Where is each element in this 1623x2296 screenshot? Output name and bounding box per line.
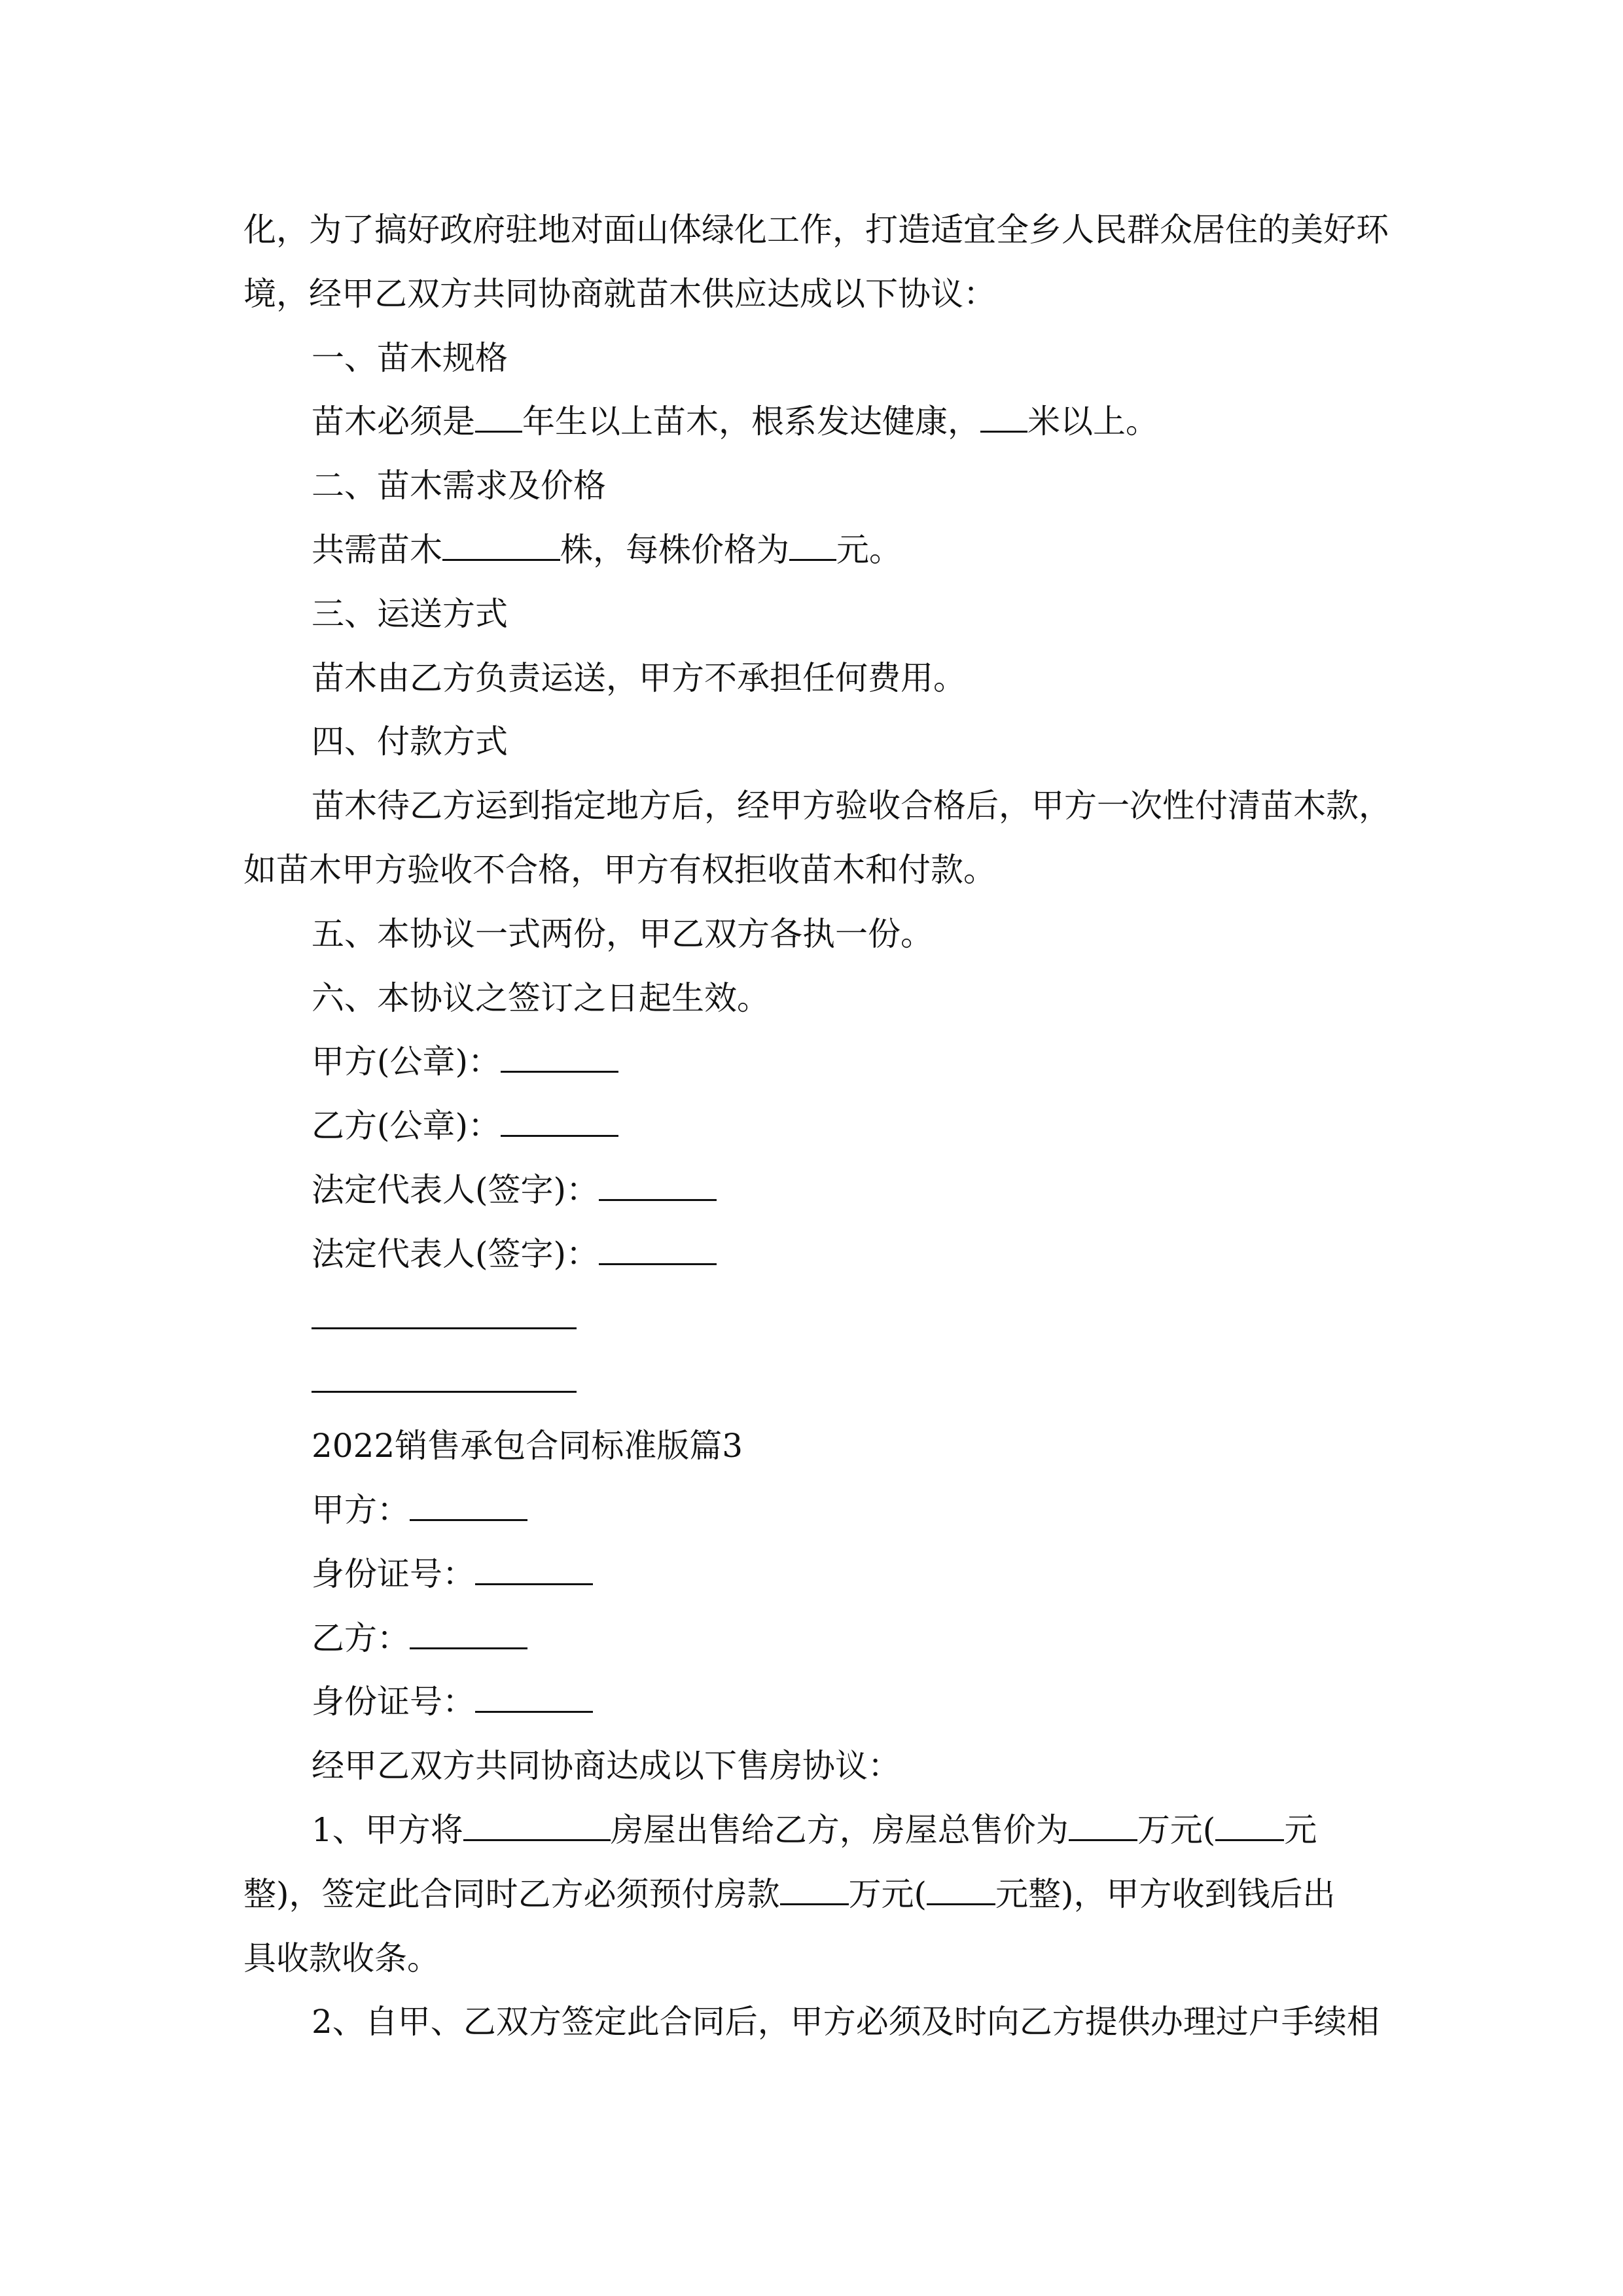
effective-clause: 六、本协议之签订之日起生效。 bbox=[312, 978, 770, 1017]
blank-field[interactable] bbox=[927, 1873, 995, 1905]
blank-field[interactable] bbox=[475, 1681, 593, 1713]
date-line bbox=[243, 1350, 1382, 1414]
party-a-field: 甲方： bbox=[243, 1479, 1382, 1543]
blank-field[interactable] bbox=[980, 401, 1027, 433]
clause-1-cont: 整)，签定此合同时乙方必须预付房款 万元( 元整)，甲方收到钱后出 bbox=[243, 1863, 1382, 1927]
legal-rep-signature: 法定代表人(签字)： bbox=[243, 1158, 1382, 1223]
id-number-field: 身份证号： bbox=[243, 1670, 1382, 1734]
clause-1: 1、甲方将 房屋出售给乙方，房屋总售价为 万元( 元 bbox=[243, 1799, 1382, 1863]
date-line bbox=[243, 1287, 1382, 1351]
blank-field[interactable] bbox=[518, 1361, 577, 1393]
party-b-seal: 乙方(公章)： bbox=[243, 1094, 1382, 1158]
blank-field[interactable] bbox=[442, 529, 560, 561]
blank-field[interactable] bbox=[789, 529, 836, 561]
agreement-intro: 经甲乙双方共同协商达成以下售房协议： bbox=[312, 1747, 901, 1785]
section-title: 2022销售承包合同标准版篇3 bbox=[312, 1427, 743, 1465]
blank-field[interactable] bbox=[410, 1489, 527, 1521]
blank-field[interactable] bbox=[780, 1873, 849, 1905]
blank-field[interactable] bbox=[501, 1041, 618, 1073]
paragraph-line: 境，经甲乙双方共同协商就苗木供应达成以下协议： bbox=[243, 274, 996, 313]
copies-clause: 五、本协议一式两份，甲乙双方各执一份。 bbox=[312, 914, 933, 953]
id-number-field: 身份证号： bbox=[243, 1543, 1382, 1607]
legal-rep-signature: 法定代表人(签字)： bbox=[243, 1223, 1382, 1287]
delivery-clause: 苗木由乙方负责运送，甲方不承担任何费用。 bbox=[312, 658, 966, 697]
party-b-field: 乙方： bbox=[243, 1607, 1382, 1671]
blank-field[interactable] bbox=[463, 1809, 611, 1841]
payment-clause: 苗木待乙方运到指定地方后，经甲方验收合格后，甲方一次性付清苗木款， bbox=[312, 787, 1391, 825]
blank-field[interactable] bbox=[410, 1617, 527, 1649]
document-body bbox=[243, 198, 1391, 2054]
blank-field[interactable] bbox=[459, 1361, 518, 1393]
blank-field[interactable] bbox=[475, 1553, 593, 1585]
clause-2: 2、自甲、乙双方签定此合同后，甲方必须及时向乙方提供办理过户手续相 bbox=[312, 2003, 1380, 2041]
section-heading-price: 二、苗木需求及价格 bbox=[312, 467, 606, 505]
section-heading-delivery: 三、运送方式 bbox=[312, 594, 508, 633]
price-clause: 共需苗木 株，每株价格为 元。 bbox=[243, 518, 1382, 583]
paragraph-line: 化，为了搞好政府驻地对面山体绿化工作，打造适宜全乡人民群众居住的美好环 bbox=[243, 211, 1389, 249]
blank-field[interactable] bbox=[312, 1361, 459, 1393]
blank-field[interactable] bbox=[459, 1297, 518, 1329]
blank-field[interactable] bbox=[599, 1169, 717, 1201]
blank-field[interactable] bbox=[599, 1233, 717, 1265]
blank-field[interactable] bbox=[1215, 1809, 1284, 1841]
payment-clause-cont: 如苗木甲方验收不合格，甲方有权拒收苗木和付款。 bbox=[243, 850, 996, 889]
spec-clause: 苗木必须是 年生以上苗木，根系发达健康， 米以上。 bbox=[243, 390, 1382, 454]
section-heading-spec: 一、苗木规格 bbox=[312, 338, 508, 377]
blank-field[interactable] bbox=[312, 1297, 459, 1329]
blank-field[interactable] bbox=[501, 1105, 618, 1137]
clause-1-cont: 具收款收条。 bbox=[243, 1939, 440, 1977]
section-heading-payment: 四、付款方式 bbox=[312, 723, 508, 761]
blank-field[interactable] bbox=[518, 1297, 577, 1329]
party-a-seal: 甲方(公章)： bbox=[243, 1030, 1382, 1094]
blank-field[interactable] bbox=[475, 401, 522, 433]
blank-field[interactable] bbox=[1069, 1809, 1137, 1841]
